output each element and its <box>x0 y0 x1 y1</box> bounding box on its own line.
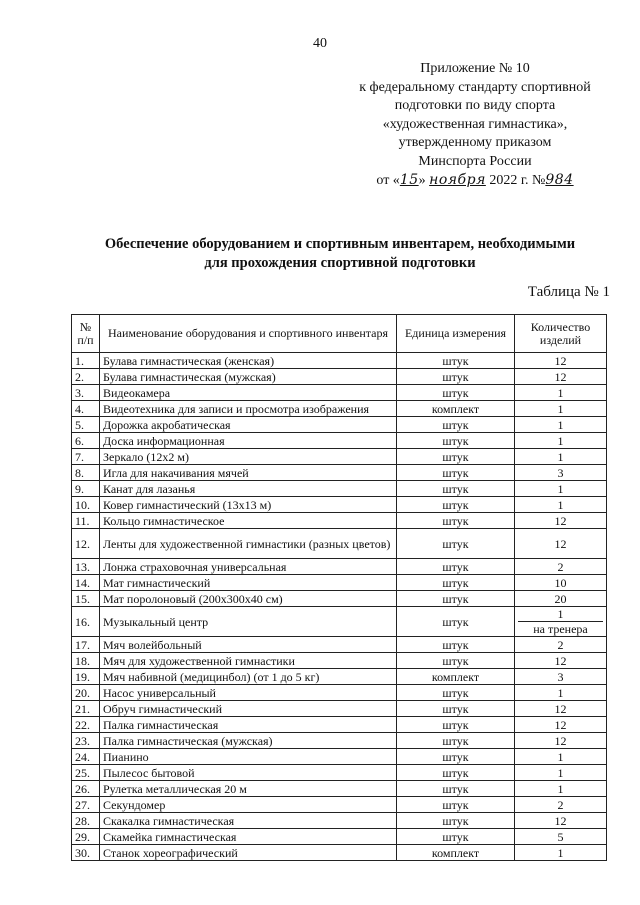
item-quantity: 1 <box>515 417 607 433</box>
row-number: 3. <box>72 385 100 401</box>
appendix-line: Приложение № 10 <box>420 61 530 76</box>
item-quantity: 12 <box>515 653 607 669</box>
item-unit: штук <box>397 529 515 559</box>
item-unit: штук <box>397 797 515 813</box>
item-quantity: 1 <box>515 685 607 701</box>
item-quantity: 3 <box>515 669 607 685</box>
item-name: Палка гимнастическая <box>100 717 397 733</box>
row-number: 11. <box>72 513 100 529</box>
item-unit: штук <box>397 653 515 669</box>
header-name: Наименование оборудования и спортивного инвентаря <box>100 315 397 353</box>
table-row <box>72 353 607 369</box>
row-number: 14. <box>72 575 100 591</box>
item-name: Станок хореографический <box>100 845 397 861</box>
table-row <box>72 797 607 813</box>
row-number: 8. <box>72 465 100 481</box>
item-name: Канат для лазанья <box>100 481 397 497</box>
table-row <box>72 401 607 417</box>
item-name: Булава гимнастическая (женская) <box>100 353 397 369</box>
table-header-row <box>72 315 607 353</box>
item-name: Скамейка гимнастическая <box>100 829 397 845</box>
item-unit: штук <box>397 607 515 637</box>
item-name: Мяч для художественной гимнастики <box>100 653 397 669</box>
item-name: Палка гимнастическая (мужская) <box>100 733 397 749</box>
appendix-line: утвержденному приказом <box>398 135 552 150</box>
item-name: Мат поролоновый (200х300х40 см) <box>100 591 397 607</box>
item-quantity: 1 <box>515 481 607 497</box>
item-quantity: 12 <box>515 717 607 733</box>
table-body <box>72 353 607 861</box>
row-number: 1. <box>72 353 100 369</box>
title-line-2: для прохождения спортивной подготовки <box>204 255 476 271</box>
order-date-line <box>340 171 610 191</box>
item-quantity: 2 <box>515 797 607 813</box>
item-name: Пианино <box>100 749 397 765</box>
item-quantity: 12 <box>515 813 607 829</box>
item-quantity: 12 <box>515 733 607 749</box>
header-num: № п/п <box>72 315 100 353</box>
table-row <box>72 637 607 653</box>
table-row <box>72 829 607 845</box>
table-row <box>72 669 607 685</box>
table-row <box>72 433 607 449</box>
item-unit: комплект <box>397 669 515 685</box>
item-name: Скакалка гимнастическая <box>100 813 397 829</box>
table-row <box>72 781 607 797</box>
item-quantity: 10 <box>515 575 607 591</box>
item-quantity: 1 <box>515 385 607 401</box>
item-quantity: 1 <box>515 765 607 781</box>
row-number: 10. <box>72 497 100 513</box>
quantity-note: на тренера <box>533 622 588 636</box>
item-unit: штук <box>397 497 515 513</box>
item-quantity: 3 <box>515 465 607 481</box>
table-row <box>72 749 607 765</box>
item-quantity: 2 <box>515 637 607 653</box>
item-quantity: 1 <box>515 749 607 765</box>
item-quantity: 1 <box>515 449 607 465</box>
order-year: 2022 г. № <box>489 173 546 188</box>
item-quantity: 1 <box>515 497 607 513</box>
item-quantity: 12 <box>515 529 607 559</box>
row-number: 26. <box>72 781 100 797</box>
item-unit: штук <box>397 591 515 607</box>
item-unit: штук <box>397 449 515 465</box>
item-name: Дорожка акробатическая <box>100 417 397 433</box>
table-row <box>72 481 607 497</box>
item-quantity: 1 <box>515 781 607 797</box>
item-unit: штук <box>397 813 515 829</box>
row-number: 2. <box>72 369 100 385</box>
table-label: Таблица № 1 <box>527 284 610 300</box>
table-row <box>72 685 607 701</box>
item-unit: штук <box>397 685 515 701</box>
item-unit: штук <box>397 717 515 733</box>
table-row <box>72 733 607 749</box>
item-unit: штук <box>397 733 515 749</box>
header-qty: Количество изделий <box>515 315 607 353</box>
document-title <box>60 235 620 273</box>
item-name: Обруч гимнастический <box>100 701 397 717</box>
quantity-value: 1 <box>518 607 603 622</box>
item-name: Видеотехника для записи и просмотра изображения <box>100 401 397 417</box>
title-line-1: Обеспечение оборудованием и спортивным инвентарем, необходимыми <box>104 236 576 252</box>
table-row <box>72 449 607 465</box>
table-row <box>72 497 607 513</box>
table-row <box>72 417 607 433</box>
item-quantity: 1 <box>515 845 607 861</box>
row-number: 25. <box>72 765 100 781</box>
item-quantity: 2 <box>515 559 607 575</box>
table-row <box>72 653 607 669</box>
row-number: 9. <box>72 481 100 497</box>
row-number: 15. <box>72 591 100 607</box>
row-number: 29. <box>72 829 100 845</box>
item-name: Мяч набивной (медицинбол) (от 1 до 5 кг) <box>100 669 397 685</box>
order-number: 984 <box>545 172 574 188</box>
row-number: 24. <box>72 749 100 765</box>
item-name: Мат гимнастический <box>100 575 397 591</box>
item-name: Доска информационная <box>100 433 397 449</box>
item-unit: штук <box>397 513 515 529</box>
row-number: 30. <box>72 845 100 861</box>
table-row <box>72 717 607 733</box>
item-unit: штук <box>397 765 515 781</box>
order-day: 15 <box>399 172 419 188</box>
table-row <box>72 591 607 607</box>
item-name: Музыкальный центр <box>100 607 397 637</box>
row-number: 12. <box>72 529 100 559</box>
item-name: Мяч волейбольный <box>100 637 397 653</box>
item-unit: штук <box>397 385 515 401</box>
item-quantity: 12 <box>515 369 607 385</box>
item-name: Булава гимнастическая (мужская) <box>100 369 397 385</box>
item-name: Кольцо гимнастическое <box>100 513 397 529</box>
item-unit: комплект <box>397 845 515 861</box>
order-date-mid: » <box>418 173 426 188</box>
row-number: 5. <box>72 417 100 433</box>
table-row <box>72 529 607 559</box>
item-unit: штук <box>397 749 515 765</box>
row-number: 23. <box>72 733 100 749</box>
item-unit: штук <box>397 465 515 481</box>
order-month: ноября <box>429 172 486 188</box>
item-unit: штук <box>397 829 515 845</box>
table-row <box>72 765 607 781</box>
item-name: Ленты для художественной гимнастики (разных цветов) <box>100 529 397 559</box>
table-row <box>72 385 607 401</box>
item-name: Секундомер <box>100 797 397 813</box>
order-date-prefix: от « <box>376 173 400 188</box>
appendix-line: подготовки по виду спорта <box>394 98 556 113</box>
item-quantity: 5 <box>515 829 607 845</box>
appendix-line: «художественная гимнастика», <box>382 116 568 132</box>
table-row <box>72 845 607 861</box>
item-name: Ковер гимнастический (13х13 м) <box>100 497 397 513</box>
item-unit: штук <box>397 369 515 385</box>
item-quantity: 1 <box>515 433 607 449</box>
item-unit: штук <box>397 433 515 449</box>
appendix-header <box>340 60 610 191</box>
item-unit: штук <box>397 575 515 591</box>
row-number: 22. <box>72 717 100 733</box>
item-name: Пылесос бытовой <box>100 765 397 781</box>
item-unit: штук <box>397 481 515 497</box>
item-unit: комплект <box>397 401 515 417</box>
table-row <box>72 513 607 529</box>
item-unit: штук <box>397 637 515 653</box>
row-number: 27. <box>72 797 100 813</box>
item-quantity <box>515 607 607 637</box>
table-row <box>72 465 607 481</box>
item-quantity: 12 <box>515 701 607 717</box>
table-row <box>72 607 607 637</box>
item-name: Игла для накачивания мячей <box>100 465 397 481</box>
inventory-table <box>71 314 607 861</box>
item-unit: штук <box>397 417 515 433</box>
row-number: 17. <box>72 637 100 653</box>
row-number: 4. <box>72 401 100 417</box>
item-name: Видеокамера <box>100 385 397 401</box>
row-number: 18. <box>72 653 100 669</box>
table-row <box>72 369 607 385</box>
row-number: 13. <box>72 559 100 575</box>
item-quantity: 12 <box>515 353 607 369</box>
item-unit: штук <box>397 353 515 369</box>
row-number: 7. <box>72 449 100 465</box>
row-number: 28. <box>72 813 100 829</box>
item-unit: штук <box>397 701 515 717</box>
item-quantity: 12 <box>515 513 607 529</box>
row-number: 6. <box>72 433 100 449</box>
appendix-line: Минспорта России <box>418 153 532 169</box>
page-number: 40 <box>313 36 327 51</box>
item-unit: штук <box>397 559 515 575</box>
table-row <box>72 813 607 829</box>
item-name: Лонжа страховочная универсальная <box>100 559 397 575</box>
row-number: 20. <box>72 685 100 701</box>
item-unit: штук <box>397 781 515 797</box>
row-number: 19. <box>72 669 100 685</box>
table-row <box>72 575 607 591</box>
item-quantity: 20 <box>515 591 607 607</box>
item-name: Зеркало (12х2 м) <box>100 449 397 465</box>
row-number: 16. <box>72 607 100 637</box>
item-name: Насос универсальный <box>100 685 397 701</box>
row-number: 21. <box>72 701 100 717</box>
item-name: Рулетка металлическая 20 м <box>100 781 397 797</box>
header-unit: Единица измерения <box>397 315 515 353</box>
item-quantity: 1 <box>515 401 607 417</box>
table-row <box>72 701 607 717</box>
table-row <box>72 559 607 575</box>
appendix-line: к федеральному стандарту спортивной <box>359 79 591 95</box>
